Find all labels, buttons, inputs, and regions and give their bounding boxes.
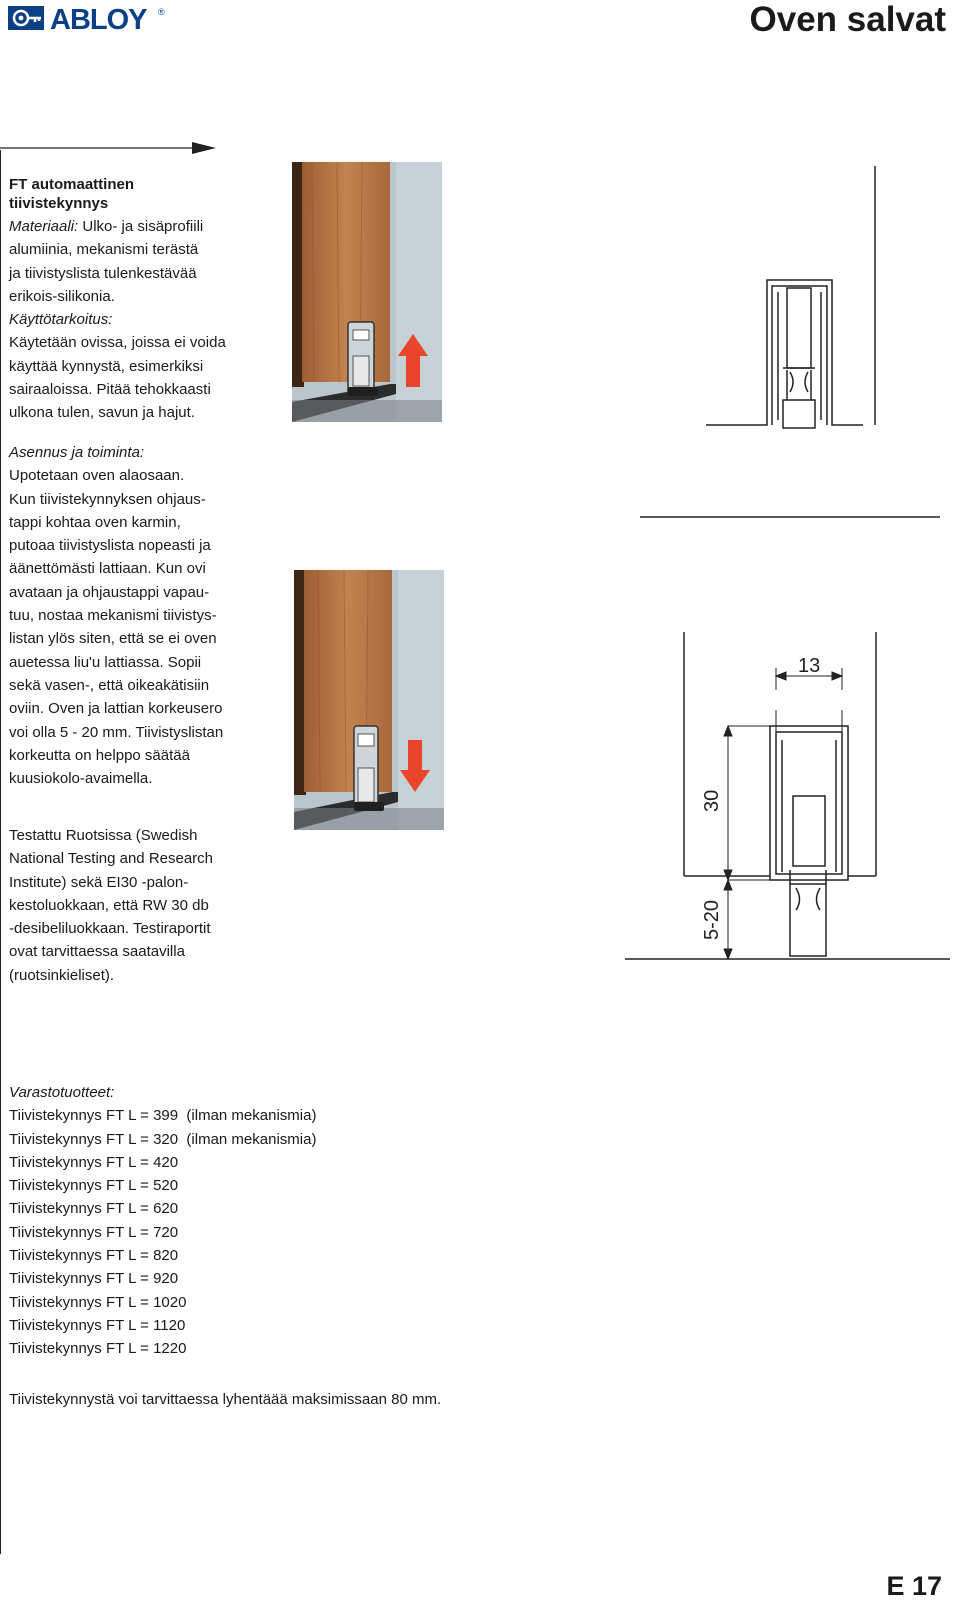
installation-text: Upotetaan oven alaosaan.: [9, 467, 185, 485]
stock-item: Tiivistekynnys FT L = 399 (ilman mekanismia): [9, 1107, 317, 1125]
usage-label: Käyttötarkoitus:: [9, 311, 113, 329]
drawing-seal-raised: [706, 166, 875, 428]
registered-mark: ®: [158, 7, 165, 17]
testing-text: (ruotsinkieliset).: [9, 966, 115, 984]
page-title: Oven salvat: [749, 0, 946, 39]
material-text: Ulko- ja sisäprofiili: [78, 218, 204, 235]
stock-item: Tiivistekynnys FT L = 1120: [9, 1316, 186, 1334]
stock-item: Tiivistekynnys FT L = 620: [9, 1200, 179, 1218]
stock-label: Varastotuotteet:: [9, 1084, 115, 1101]
stock-item: Tiivistekynnys FT L = 320 (ilman mekanismia): [9, 1130, 317, 1148]
installation-text: putoaa tiivistyslista nopeasti ja: [9, 537, 211, 555]
installation-text: Kun tiivistekynnyksen ohjaus-: [9, 490, 206, 508]
testing-text: kestoluokkaan, että RW 30 db: [9, 896, 209, 914]
product-name-line2: tiivistekynnys: [9, 195, 109, 212]
stock-item: Tiivistekynnys FT L = 520: [9, 1177, 179, 1195]
usage-text: sairaaloissa. Pitää tehokkaasti: [9, 381, 211, 399]
stock-item: Tiivistekynnys FT L = 720: [9, 1223, 179, 1241]
usage-text: Käytetään ovissa, joissa ei voida: [9, 334, 226, 352]
product-name: FT automaattinen: [9, 176, 135, 193]
installation-text: auetessa liu'u lattiassa. Sopii: [9, 653, 202, 671]
page-number: E 17: [886, 1571, 942, 1601]
stock-products: [9, 1081, 316, 1361]
testing-text: National Testing and Research: [9, 850, 214, 868]
stock-item: Tiivistekynnys FT L = 820: [9, 1247, 179, 1265]
usage-text: ulkona tulen, savun ja hajut.: [9, 404, 195, 422]
brand-name: ABLOY: [50, 4, 147, 36]
installation-text: avataan ja ohjaustappi vapau-: [9, 583, 210, 601]
testing-text: Testattu Ruotsissa (Swedish: [9, 827, 198, 844]
installation-text: tappi kohtaa oven karmin,: [9, 513, 181, 531]
shortening-note: Tiivistekynnystä voi tarvittaessa lyhentäää maksimissaan 80 mm.: [9, 1391, 442, 1408]
material-text: alumiinia, mekanismi terästä: [9, 241, 199, 259]
stock-item: Tiivistekynnys FT L = 1220: [9, 1340, 187, 1358]
testing-text: -desibeliluokkaan. Testiraportit: [9, 920, 211, 938]
testing-text: ovat tarvittaessa saatavilla: [9, 943, 185, 961]
usage-text: käyttää kynnystä, esimerkiksi: [9, 357, 204, 375]
stock-item: Tiivistekynnys FT L = 420: [9, 1153, 179, 1171]
installation-text: listan ylös siten, että se ei oven: [9, 630, 217, 648]
installation-text: sekä vasen-, että oikeakätisiin: [9, 676, 210, 694]
installation-text: tuu, nostaa mekanismi tiivistys-: [9, 607, 217, 625]
stock-item: Tiivistekynnys FT L = 920: [9, 1270, 179, 1288]
installation-text: kuusiokolo-avaimella.: [9, 770, 153, 788]
material-text: erikois-silikonia.: [9, 287, 115, 305]
dimension-height: 30: [701, 789, 723, 812]
installation-text: äänettömästi lattiaan. Kun ovi: [9, 560, 206, 578]
dimension-floor-gap: 5-20: [701, 899, 723, 940]
testing-text: Institute) sekä EI30 -palon-: [9, 873, 189, 891]
installation-text: voi olla 5 - 20 mm. Tiivistyslistan: [9, 723, 224, 741]
dimension-width: 13: [798, 655, 821, 677]
installation-text: oviin. Oven ja lattian korkeusero: [9, 700, 223, 718]
stock-item: Tiivistekynnys FT L = 1020: [9, 1293, 187, 1311]
installation-text: korkeutta on helppo säätää: [9, 746, 190, 764]
material-label: Materiaali:: [9, 218, 79, 235]
installation-label: Asennus ja toiminta:: [9, 444, 145, 461]
material-text: ja tiivistyslista tulenkestävää: [9, 264, 197, 282]
